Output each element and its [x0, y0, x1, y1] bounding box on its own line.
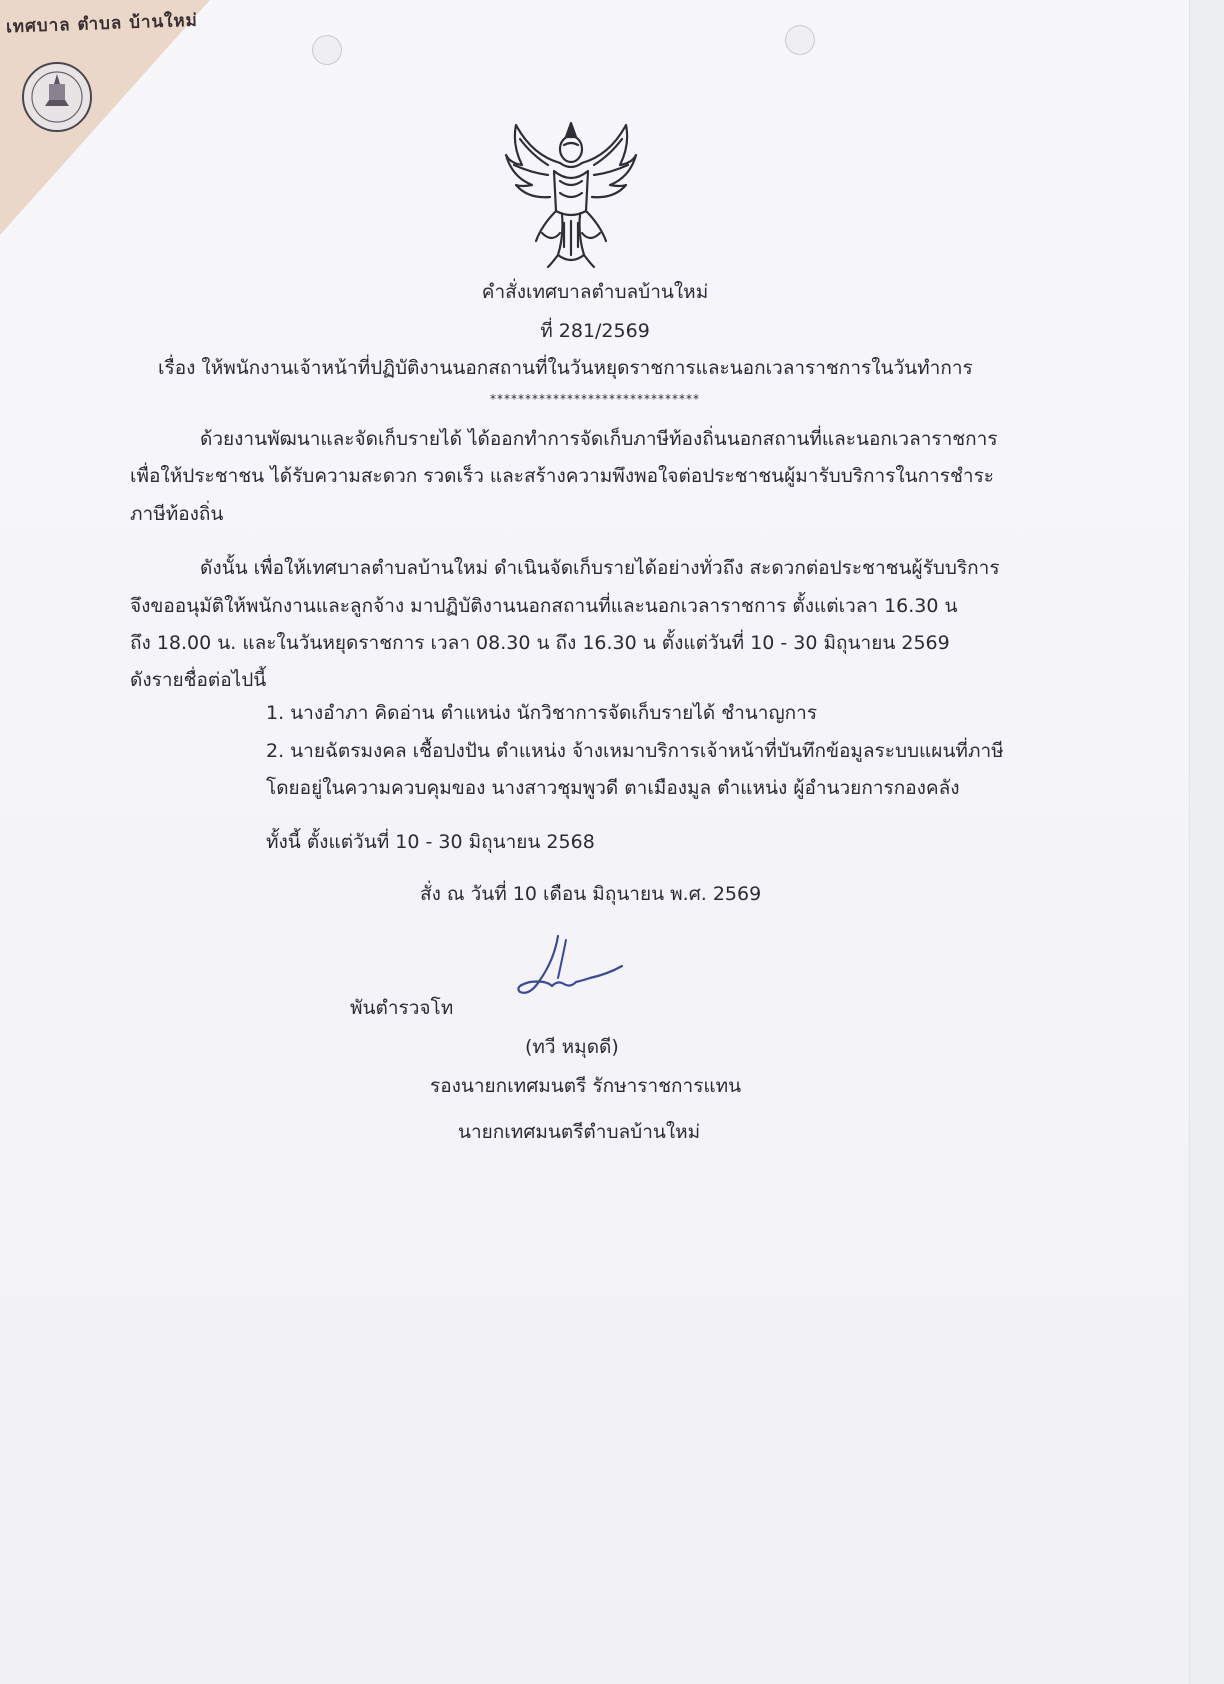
para2-line1: ดังนั้น เพื่อให้เทศบาลตำบลบ้านใหม่ ดำเนินจัดเก็บรายได้อย่างทั่วถึง สะดวกต่อประชาชนผู้รับบริการ: [200, 557, 1000, 579]
effective-period: ทั้งนี้ ตั้งแต่วันที่ 10 - 30 มิถุนายน 2568: [266, 831, 595, 853]
signer-name: (ทวี หมุดดี): [525, 1036, 619, 1058]
signer-rank: พันตำรวจโท: [350, 997, 454, 1019]
signer-position-2: นายกเทศมนตรีตำบลบ้านใหม่: [458, 1121, 701, 1143]
municipal-seal-icon: [20, 60, 94, 134]
para2-line3: ถึง 18.00 น. และในวันหยุดราชการ เวลา 08.30 น ถึง 16.30 น ตั้งแต่วันที่ 10 - 30 มิถุนายน 2569: [130, 632, 950, 654]
list-item: 1. นางอำภา คิดอ่าน ตำแหน่ง นักวิชาการจัดเก็บรายได้ ชำนาญการ: [266, 702, 818, 724]
para1-line2: เพื่อให้ประชาชน ได้รับความสะดวก รวดเร็ว และสร้างความพึงพอใจต่อประชาชนผู้มารับบริการในการชำระ: [130, 465, 994, 487]
document-title: คำสั่งเทศบาลตำบลบ้านใหม่: [481, 281, 709, 303]
subject-line: เรื่อง ให้พนักงานเจ้าหน้าที่ปฏิบัติงานนอกสถานที่ในวันหยุดราชการและนอกเวลาราชการในวันทำการ: [158, 357, 973, 379]
handwritten-signature: [500, 930, 630, 1010]
para1-line1: ด้วยงานพัฒนาและจัดเก็บรายได้ ได้ออกทำการจัดเก็บภาษีท้องถิ่นนอกสถานที่และนอกเวลาราชการ: [200, 428, 998, 450]
para2-line2: จึงขออนุมัติให้พนักงานและลูกจ้าง มาปฏิบัติงานนอกสถานที่และนอกเวลาราชการ ตั้งแต่เวลา 16.30 น: [130, 595, 958, 617]
list-item: 2. นายฉัตรมงคล เชื้อปงปัน ตำแหน่ง จ้างเหมาบริการเจ้าหน้าที่บันทึกข้อมูลระบบแผนที่ภาษี: [266, 740, 1004, 762]
punch-hole-left: [312, 35, 342, 65]
scan-edge: [1189, 0, 1224, 1684]
para2-line4: ดังรายชื่อต่อไปนี้: [130, 669, 267, 691]
garuda-emblem-icon: [502, 115, 640, 270]
separator-stars: ******************************: [490, 392, 700, 406]
order-number: ที่ 281/2569: [540, 320, 650, 342]
list-item: โดยอยู่ในความควบคุมของ นางสาวชุมพูวดี ตาเมืองมูล ตำแหน่ง ผู้อำนวยการกองคลัง: [266, 777, 960, 799]
signer-position: รองนายกเทศมนตรี รักษาราชการแทน: [430, 1075, 742, 1097]
para1-line3: ภาษีท้องถิ่น: [130, 503, 224, 525]
order-date: สั่ง ณ วันที่ 10 เดือน มิถุนายน พ.ศ. 2569: [420, 883, 762, 905]
corner-stamp-text: เทศบาล ตำบล บ้านใหม่: [5, 10, 199, 38]
punch-hole-right: [785, 25, 815, 55]
